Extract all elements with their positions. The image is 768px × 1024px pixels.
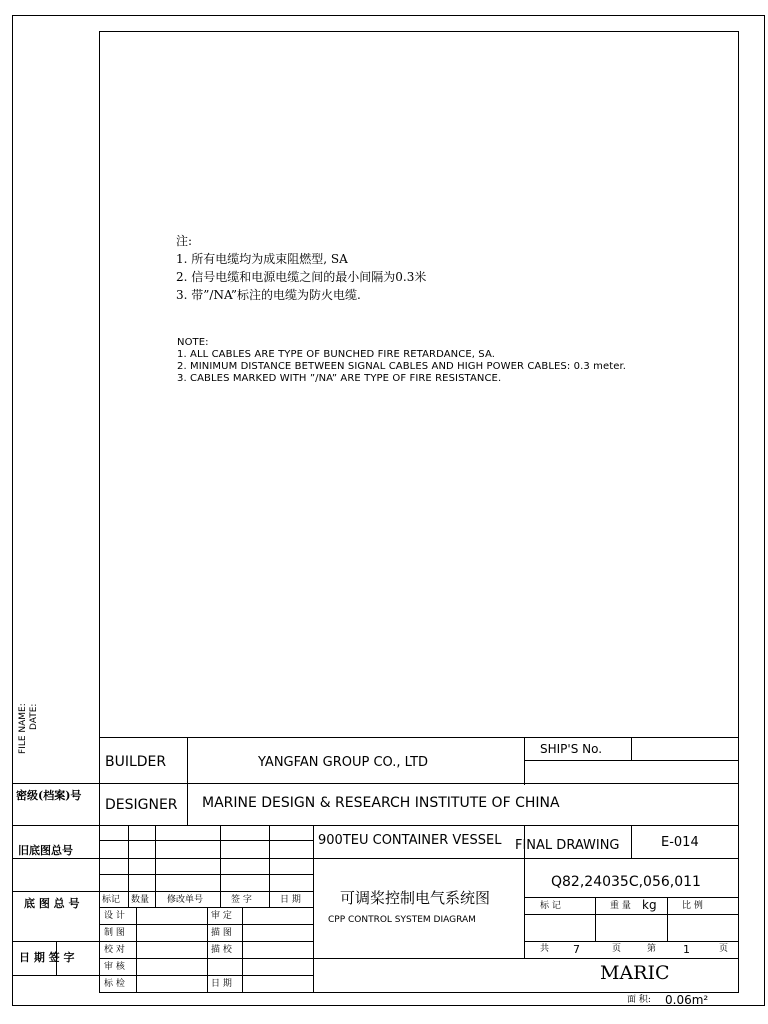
designer-label: DESIGNER <box>105 797 178 813</box>
notes-cn-item-3: 3. 带”/NA”标注的电缆为防火电缆. <box>176 288 361 302</box>
builder-value: YANGFAN GROUP CO., LTD <box>258 755 429 770</box>
weight-unit: kg <box>642 898 657 912</box>
vessel-name: 900TEU CONTAINER VESSEL <box>318 833 502 848</box>
sheet-label: 第 <box>647 944 657 954</box>
inner-frame <box>99 31 739 993</box>
design-label: 设 计 <box>104 911 125 921</box>
rev-header-qty: 数量 <box>131 895 150 905</box>
weight-label: 重 量 <box>610 901 631 911</box>
builder-label: BUILDER <box>105 754 167 770</box>
drawing-number: E-014 <box>661 835 699 850</box>
page-label-2: 页 <box>719 944 729 954</box>
drawing-code: Q82,24035C,056,011 <box>551 874 701 890</box>
rev-header-date: 日 期 <box>280 895 301 905</box>
area-label: 面 积: <box>627 995 651 1005</box>
drawing-title-cn: 可调桨控制电气系统图 <box>340 889 491 907</box>
rev-header-sign: 签 字 <box>231 895 252 905</box>
trace-check-label: 描 校 <box>211 945 232 955</box>
notes-cn <box>176 232 426 304</box>
standard-check-label: 标 检 <box>104 979 125 989</box>
base-no-label: 底 图 总 号 <box>24 897 80 910</box>
notes-en-item-3: 3. CABLES MARKED WITH ”/NA” ARE TYPE OF FIRE RESISTANCE. <box>177 373 502 384</box>
drawing-stage: FINAL DRAWING <box>515 838 620 853</box>
notes-en-item-1: 1. ALL CABLES ARE TYPE OF BUNCHED FIRE RETARDANCE, SA. <box>177 349 495 360</box>
rev-header-change-no: 修改单号 <box>167 895 204 905</box>
check-label: 校 对 <box>104 945 125 955</box>
side-labels <box>18 694 78 754</box>
designer-value: MARINE DESIGN & RESEARCH INSTITUTE OF CHINA <box>202 795 560 811</box>
draw-label: 制 图 <box>104 928 125 938</box>
notes-en <box>177 337 626 385</box>
notes-cn-item-2: 2. 信号电缆和电源电缆之间的最小间隔为0.3米 <box>176 270 427 284</box>
trace-label: 描 图 <box>211 928 232 938</box>
notes-cn-item-1: 1. 所有电缆均为成束阻燃型, SA <box>176 252 348 266</box>
date-label: DATE: <box>29 703 39 730</box>
organization-name: MARIC <box>600 962 670 984</box>
drawing-title-en: CPP CONTROL SYSTEM DIAGRAM <box>328 915 476 925</box>
date-sign-label: 日 期 签 字 <box>19 951 75 964</box>
old-base-no-label: 旧底图总号 <box>18 844 73 857</box>
approve-label: 审 定 <box>211 911 232 921</box>
review-label: 审 核 <box>104 962 125 972</box>
sheet-value: 1 <box>683 943 690 956</box>
notes-en-item-2: 2. MINIMUM DISTANCE BETWEEN SIGNAL CABLES AND HIGH POWER CABLES: 0.3 meter. <box>177 361 627 372</box>
scale-label: 比 例 <box>682 901 703 911</box>
total-label: 共 <box>540 944 550 954</box>
ships-no-label: SHIP'S No. <box>540 742 603 756</box>
file-name-label: FILE NAME: <box>18 703 28 754</box>
rev-header-mark: 标记 <box>102 895 121 905</box>
area-value: 0.06m² <box>665 993 709 1007</box>
notes-cn-title: 注: <box>176 234 193 248</box>
total-value: 7 <box>573 943 580 956</box>
notes-en-title: NOTE: <box>177 337 209 348</box>
secret-archive-no-label: 密级(档案)号 <box>16 789 82 802</box>
mark-label: 标 记 <box>540 901 561 911</box>
page-label-1: 页 <box>612 944 622 954</box>
sign-date-label: 日 期 <box>211 979 232 989</box>
